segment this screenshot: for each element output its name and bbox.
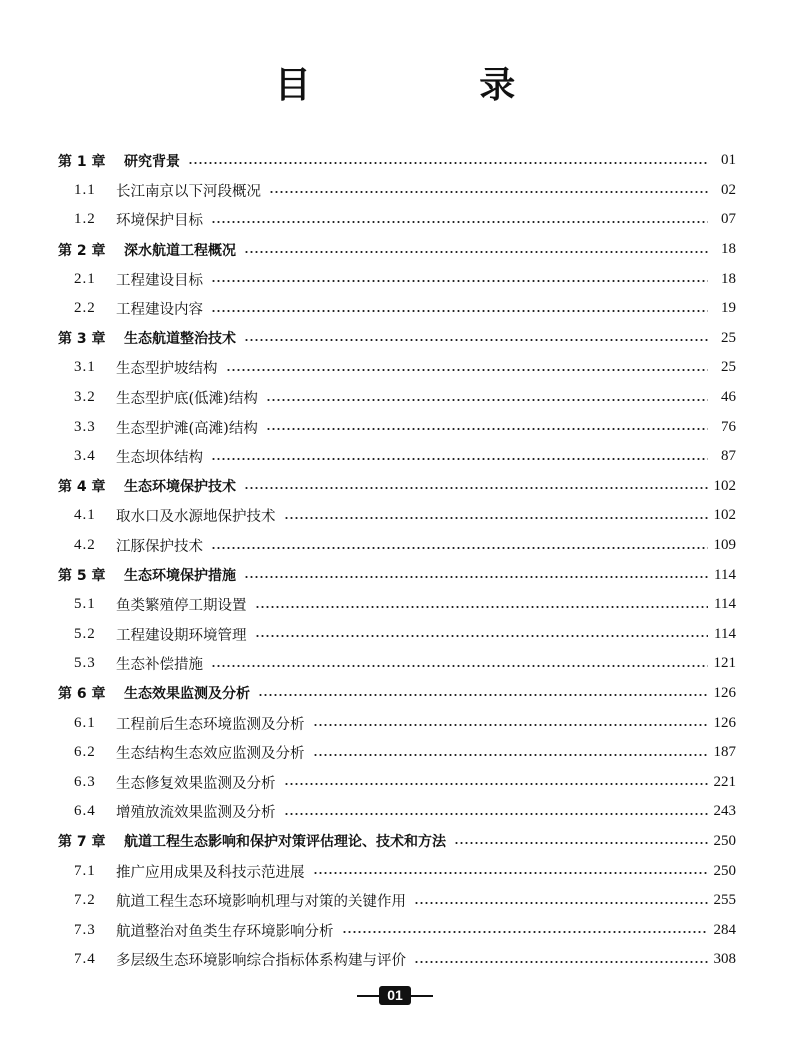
dot-leader [188,161,708,165]
toc-entry-number: 3.3 [74,418,96,435]
toc-entry-title: 工程建设内容 [116,302,203,319]
toc-page-number: 01 [721,152,736,169]
toc-page-number: 46 [721,389,736,406]
toc-entry-title: 增殖放流效果监测及分析 [116,805,276,822]
toc-page-number: 25 [721,359,736,376]
toc-page-number: 126 [713,714,736,731]
toc-page-number: 109 [713,537,736,554]
toc-page-number: 121 [713,655,736,672]
toc-entry-title: 生态型护滩(高滩)结构 [116,420,258,437]
toc-entry-title: 生态型护坡结构 [116,361,218,378]
toc-chapter-row[interactable] [58,235,736,265]
toc-entry-number: 6.2 [74,744,96,761]
toc-entry-number: 第 2 章 [58,242,106,259]
dot-leader [284,782,708,786]
dot-leader [244,338,708,342]
toc-section-row[interactable] [58,708,736,738]
dot-leader [255,634,709,638]
toc-entry-title: 生态环境保护措施 [124,568,236,585]
toc-entry-number: 7.4 [74,951,96,968]
toc-section-row[interactable] [58,767,736,797]
dot-leader [313,871,708,875]
toc-entry-title: 生态坝体结构 [116,450,203,467]
toc-entry-title: 生态航道整治技术 [124,331,236,348]
toc-entry-title: 多层级生态环境影响综合指标体系构建与评价 [116,953,406,970]
toc-entry-number: 第 5 章 [58,568,106,585]
toc-chapter-row[interactable] [58,472,736,502]
toc-section-row[interactable] [58,501,736,531]
footer-rule-left [357,995,379,997]
toc-page-number: 18 [721,270,736,287]
toc-section-row[interactable] [58,649,736,679]
dot-leader [414,901,708,905]
dot-leader [454,841,708,845]
toc-entry-number: 5.2 [74,625,96,642]
toc-section-row[interactable] [58,797,736,827]
toc-page-number: 126 [713,684,736,701]
toc-page-number: 187 [713,744,736,761]
toc-entry-number: 6.3 [74,773,96,790]
toc-section-row[interactable] [58,412,736,442]
toc-entry-title: 航道工程生态环境影响机理与对策的关键作用 [116,894,406,911]
toc-entry-title: 环境保护目标 [116,213,203,230]
toc-page-number: 102 [713,477,736,494]
dot-leader [211,457,708,461]
dot-leader [342,930,708,934]
dot-leader [244,250,708,254]
table-of-contents [58,146,736,975]
toc-section-row[interactable] [58,264,736,294]
dot-leader [226,368,709,372]
dot-leader [244,575,708,579]
toc-page-number: 250 [713,862,736,879]
toc-entry-number: 1.2 [74,211,96,228]
toc-entry-number: 4.2 [74,537,96,554]
dot-leader [211,309,708,313]
toc-page-number: 243 [713,803,736,820]
toc-entry-number: 6.1 [74,714,96,731]
toc-entry-title: 生态环境保护技术 [124,479,236,496]
toc-chapter-row[interactable] [58,146,736,176]
toc-page-number: 02 [721,181,736,198]
toc-entry-number: 1.1 [74,181,96,198]
dot-leader [244,486,708,490]
toc-entry-number: 2.1 [74,270,96,287]
dot-leader [414,960,708,964]
toc-section-row[interactable] [58,738,736,768]
toc-page-number: 114 [714,625,736,642]
toc-section-row[interactable] [58,176,736,206]
dot-leader [255,605,709,609]
dot-leader [211,546,708,550]
toc-section-row[interactable] [58,205,736,235]
toc-section-row[interactable] [58,945,736,975]
dot-leader [211,664,708,668]
toc-page-number: 76 [721,418,736,435]
toc-entry-number: 6.4 [74,803,96,820]
toc-entry-title: 长江南京以下河段概况 [116,183,261,200]
toc-entry-title: 工程建设目标 [116,272,203,289]
dot-leader [266,427,708,431]
toc-chapter-row[interactable] [58,827,736,857]
dot-leader [266,398,708,402]
toc-entry-number: 第 4 章 [58,479,106,496]
page-footer [0,986,790,1005]
toc-section-row[interactable] [58,383,736,413]
toc-entry-number: 7.1 [74,862,96,879]
toc-section-row[interactable] [58,442,736,472]
toc-entry-title: 推广应用成果及科技示范进展 [116,864,305,881]
footer-rule-right [411,995,433,997]
toc-entry-number: 7.2 [74,892,96,909]
toc-entry-number: 5.3 [74,655,96,672]
toc-entry-number: 第 6 章 [58,686,106,703]
toc-entry-number: 7.3 [74,921,96,938]
dot-leader [284,516,708,520]
toc-page-number: 255 [713,892,736,909]
page-number-badge: 01 [379,986,411,1005]
toc-section-row[interactable] [58,856,736,886]
toc-entry-title: 研究背景 [124,153,180,170]
toc-page-number: 284 [713,921,736,938]
toc-entry-title: 航道工程生态影响和保护对策评估理论、技术和方法 [124,834,446,851]
toc-section-row[interactable] [58,294,736,324]
toc-section-row[interactable] [58,886,736,916]
toc-entry-title: 鱼类繁殖停工期设置 [116,598,247,615]
toc-entry-title: 生态型护底(低滩)结构 [116,391,258,408]
toc-page-number: 25 [721,329,736,346]
toc-chapter-row[interactable] [58,324,736,354]
dot-leader [269,190,708,194]
toc-entry-title: 生态修复效果监测及分析 [116,775,276,792]
toc-entry-number: 2.2 [74,300,96,317]
toc-entry-title: 生态补偿措施 [116,657,203,674]
toc-entry-title: 取水口及水源地保护技术 [116,509,276,526]
toc-section-row[interactable] [58,590,736,620]
toc-entry-title: 航道整治对鱼类生存环境影响分析 [116,923,334,940]
toc-entry-title: 工程建设期环境管理 [116,627,247,644]
toc-page-number: 07 [721,211,736,228]
toc-entry-title: 江豚保护技术 [116,539,203,556]
toc-entry-title: 生态结构生态效应监测及分析 [116,746,305,763]
toc-entry-number: 5.1 [74,596,96,613]
toc-entry-title: 工程前后生态环境监测及分析 [116,716,305,733]
dot-leader [313,753,708,757]
toc-page-number: 19 [721,300,736,317]
toc-section-row[interactable] [58,353,736,383]
toc-page-number: 114 [714,566,736,583]
dot-leader [258,693,708,697]
page-title: 目 录 [274,65,594,106]
toc-page-number: 308 [713,951,736,968]
toc-section-row[interactable] [58,915,736,945]
toc-entry-number: 3.4 [74,448,96,465]
toc-section-row[interactable] [58,620,736,650]
toc-chapter-row[interactable] [58,679,736,709]
toc-page-number: 102 [713,507,736,524]
dot-leader [313,723,708,727]
toc-entry-number: 第 1 章 [58,153,106,170]
toc-entry-number: 第 7 章 [58,834,106,851]
toc-chapter-row[interactable] [58,560,736,590]
toc-page-number: 114 [714,596,736,613]
dot-leader [211,220,708,224]
toc-entry-number: 4.1 [74,507,96,524]
toc-entry-number: 3.2 [74,389,96,406]
toc-entry-title: 生态效果监测及分析 [124,686,250,703]
toc-page-number: 221 [713,773,736,790]
toc-section-row[interactable] [58,531,736,561]
dot-leader [284,812,708,816]
toc-entry-number: 第 3 章 [58,331,106,348]
toc-page-number: 18 [721,241,736,258]
toc-entry-title: 深水航道工程概况 [124,242,236,259]
toc-page-number: 87 [721,448,736,465]
dot-leader [211,279,708,283]
toc-entry-number: 3.1 [74,359,96,376]
toc-page-number: 250 [713,832,736,849]
